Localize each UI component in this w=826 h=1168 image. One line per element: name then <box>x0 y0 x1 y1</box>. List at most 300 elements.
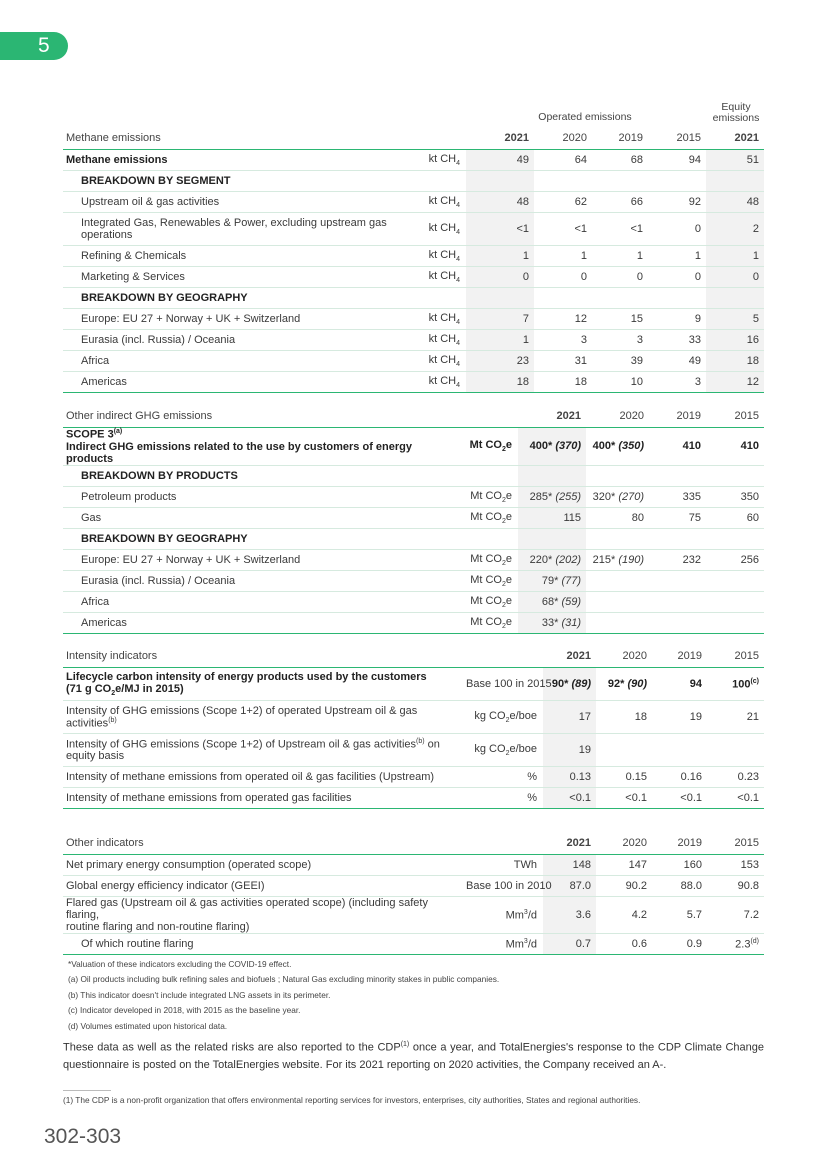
empty-cell <box>586 465 649 486</box>
table-row <box>63 612 764 633</box>
value-cell <box>543 767 596 788</box>
value-cell <box>466 372 534 393</box>
label-text: Net primary energy consumption (operated scope) <box>66 859 312 871</box>
unit-cell <box>413 351 466 372</box>
table-row <box>63 486 764 507</box>
table-row <box>63 734 764 767</box>
value-cell <box>466 267 534 288</box>
year-header: 2020 <box>534 127 592 150</box>
value: 3 <box>580 334 587 346</box>
footnote-ref: (a) <box>113 428 123 435</box>
empty-cell <box>649 528 706 549</box>
value-covid-excluded: 92* <box>607 678 628 690</box>
unit-text: kg CO <box>474 709 506 722</box>
table-row <box>63 213 764 246</box>
value-cell <box>592 213 648 246</box>
value: 3.6 <box>575 909 591 921</box>
value: 18 <box>574 376 587 388</box>
unit-text: Mm <box>505 909 524 922</box>
unit-suffix: e/boe <box>509 709 537 722</box>
value-cell <box>534 351 592 372</box>
label-text: Methane emissions <box>66 154 168 166</box>
value: 75 <box>688 511 701 524</box>
value-cell <box>652 934 707 955</box>
unit-subscript: 4 <box>456 319 460 327</box>
unit-text: kg CO <box>474 742 506 755</box>
label-text: Eurasia (incl. Russia) / Oceania <box>81 334 236 346</box>
value-cell <box>596 876 652 897</box>
note-b: (b) This indicator doesn't include integrated LNG assets in its perimeter. <box>68 989 331 1000</box>
unit-subscript: 2 <box>501 580 506 588</box>
value-cell <box>648 351 706 372</box>
year-header: 2021 <box>543 832 596 855</box>
value-cell <box>518 507 586 528</box>
label-text: Global energy efficiency indicator (GEEI) <box>66 880 265 892</box>
label-text: BREAKDOWN BY GEOGRAPHY <box>81 532 248 545</box>
value: 66 <box>630 196 643 208</box>
table-row <box>63 570 764 591</box>
unit-subscript: 2 <box>501 496 506 504</box>
empty-cell <box>592 288 648 309</box>
unit-text: kt CH <box>428 194 457 207</box>
value: 0 <box>580 271 587 283</box>
value: 1 <box>522 250 529 262</box>
empty-cell <box>466 171 534 192</box>
value: 0 <box>522 271 529 283</box>
value: 153 <box>740 859 759 871</box>
value-cell <box>706 309 764 330</box>
value-cell <box>592 351 648 372</box>
unit-text: TWh <box>513 859 537 871</box>
unit-cell <box>463 507 518 528</box>
empty-cell <box>706 528 764 549</box>
value: 115 <box>563 511 581 524</box>
section-heading <box>63 465 463 486</box>
value-cell <box>592 372 648 393</box>
row-label <box>63 570 463 591</box>
table-row <box>63 330 764 351</box>
value: 3 <box>694 376 701 388</box>
row-label <box>63 855 463 876</box>
value-cell <box>707 897 764 934</box>
methane-emissions-table <box>63 127 764 393</box>
row-label <box>63 246 413 267</box>
value: 48 <box>516 196 529 208</box>
year-header: 2021 <box>518 405 586 428</box>
row-label <box>63 351 413 372</box>
value: 33 <box>688 334 701 346</box>
year-header: 2015 <box>648 127 706 150</box>
value-cell <box>586 428 649 466</box>
year-header: 2019 <box>652 645 707 668</box>
unit-text: Mt CO <box>470 615 502 628</box>
unit-text: Mm <box>505 938 524 951</box>
label-text: e/MJ in 2015) <box>115 682 184 695</box>
year-header: 2019 <box>649 405 706 428</box>
empty-cell <box>518 528 586 549</box>
value: 21 <box>746 711 759 723</box>
unit-cell <box>463 570 518 591</box>
unit-cell <box>413 213 466 246</box>
value: 410 <box>682 440 701 453</box>
value-reported: (31) <box>561 616 581 629</box>
value-cell <box>706 267 764 288</box>
value-footnote-ref: (c) <box>750 677 759 685</box>
label-text: activities <box>66 717 109 730</box>
value-cell <box>586 612 649 633</box>
unit-cell <box>413 309 466 330</box>
value: 2.3 <box>735 938 751 951</box>
section-heading <box>63 171 413 192</box>
value: 2 <box>752 223 759 235</box>
label-text: Americas <box>81 616 127 629</box>
unit-suffix: e <box>505 489 512 502</box>
value-cell <box>466 213 534 246</box>
value: 90.2 <box>625 880 647 892</box>
value-reported: (370) <box>555 440 581 453</box>
label-text: Upstream oil & gas activities <box>81 196 220 208</box>
unit-cell <box>463 788 543 809</box>
value-covid-excluded: 33* <box>541 616 562 629</box>
empty-cell <box>592 171 648 192</box>
unit-cell <box>463 897 543 934</box>
value-cell <box>466 309 534 330</box>
value: 5 <box>752 313 759 325</box>
empty-cell <box>534 171 592 192</box>
value-covid-excluded: 68* <box>541 595 562 608</box>
table-row <box>63 246 764 267</box>
row-label <box>63 267 413 288</box>
unit-text: kt CH <box>428 248 457 261</box>
footnote-divider <box>63 1090 111 1091</box>
value: 94 <box>688 154 701 166</box>
unit-text: Mt CO <box>470 510 502 523</box>
row-label <box>63 150 413 171</box>
value: 16 <box>746 334 759 346</box>
value-cell <box>707 767 764 788</box>
header-spacer <box>413 127 466 150</box>
value-reported: (89) <box>571 678 591 690</box>
equity-emissions-caption: Equity emissions <box>712 101 760 124</box>
row-label <box>63 897 463 934</box>
value: 1 <box>636 250 643 262</box>
table-row <box>63 591 764 612</box>
value-cell <box>586 591 649 612</box>
value-cell <box>592 267 648 288</box>
label-text: Intensity of GHG emissions (Scope 1+2) of operated Upstream oil & gas <box>66 704 418 717</box>
value-cell <box>596 897 652 934</box>
value-cell <box>518 570 586 591</box>
unit-text: kt CH <box>428 152 457 165</box>
year-header: 2021 <box>706 127 764 150</box>
unit-cell <box>463 767 543 788</box>
value: 80 <box>631 511 644 524</box>
value-cell <box>706 330 764 351</box>
value: 19 <box>689 711 702 723</box>
year-header: 2021 <box>543 645 596 668</box>
row-label <box>63 309 413 330</box>
table-row <box>63 288 764 309</box>
value: 68 <box>630 154 643 166</box>
value-cell <box>586 549 649 570</box>
unit-text: % <box>527 792 537 804</box>
unit-cell <box>463 486 518 507</box>
value-cell <box>592 330 648 351</box>
unit-cell <box>413 372 466 393</box>
year-header: 2020 <box>596 832 652 855</box>
value: 87.0 <box>569 880 591 892</box>
value-cell <box>707 788 764 809</box>
unit-subscript: 4 <box>456 160 460 168</box>
section-row <box>63 528 764 549</box>
value: 3 <box>636 334 643 346</box>
unit-subscript: 4 <box>456 229 460 237</box>
value-reported: (202) <box>555 553 581 566</box>
unit-subscript: 2 <box>505 717 510 725</box>
table-row <box>63 171 764 192</box>
label-text: BREAKDOWN BY PRODUCTS <box>81 469 238 482</box>
value-cell <box>592 150 648 171</box>
year-header: 2015 <box>707 645 764 668</box>
value: 60 <box>746 511 759 524</box>
value-cell <box>466 150 534 171</box>
row-label <box>63 934 463 955</box>
value: 18 <box>746 355 759 367</box>
value-cell <box>707 934 764 955</box>
unit-cell <box>413 330 466 351</box>
value-cell <box>543 734 596 767</box>
value-reported: (59) <box>561 595 581 608</box>
value-cell <box>652 855 707 876</box>
value: 0.23 <box>737 771 759 783</box>
label-text: BREAKDOWN BY GEOGRAPHY <box>81 292 248 304</box>
label-text: Gas <box>81 511 102 524</box>
table-row <box>63 855 764 876</box>
value: 4.2 <box>631 909 647 921</box>
value-cell <box>596 668 652 701</box>
section-heading <box>63 528 463 549</box>
value-cell <box>518 486 586 507</box>
year-header: 2015 <box>707 832 764 855</box>
operated-emissions-caption: Operated emissions <box>538 111 632 123</box>
value: 12 <box>746 376 759 388</box>
value: 1 <box>694 250 701 262</box>
value-cell <box>706 570 764 591</box>
value-cell <box>596 734 652 767</box>
value-reported: (77) <box>561 574 581 587</box>
value: 88.0 <box>680 880 702 892</box>
value: 64 <box>574 154 587 166</box>
value-reported: (255) <box>555 490 581 503</box>
value-cell <box>648 330 706 351</box>
value-cell <box>652 668 707 701</box>
value-cell <box>592 246 648 267</box>
value-cell <box>706 591 764 612</box>
empty-cell <box>706 288 764 309</box>
value-cell <box>518 549 586 570</box>
note-d: (d) Volumes estimated upon historical data. <box>68 1020 228 1031</box>
value-cell <box>648 267 706 288</box>
value-cell <box>707 734 764 767</box>
empty-cell <box>466 288 534 309</box>
unit-subscript: 2 <box>501 446 506 454</box>
value: 18 <box>634 711 647 723</box>
value-cell <box>648 246 706 267</box>
unit-cell <box>463 701 543 734</box>
value-cell <box>707 668 764 701</box>
value-cell <box>706 372 764 393</box>
value: 49 <box>516 154 529 166</box>
value-cell <box>586 507 649 528</box>
label-text: Refining & Chemicals <box>81 250 187 262</box>
value-cell <box>543 668 596 701</box>
table-row <box>63 934 764 955</box>
value-cell <box>707 855 764 876</box>
unit-text: % <box>527 771 537 783</box>
empty-cell <box>706 171 764 192</box>
value: 51 <box>746 154 759 166</box>
unit-subscript: 4 <box>456 277 460 285</box>
value-cell <box>518 591 586 612</box>
value-cell <box>586 486 649 507</box>
value-cell <box>648 309 706 330</box>
label-text: Lifecycle carbon intensity of energy products used by the customers <box>66 670 427 683</box>
label-text: BREAKDOWN BY SEGMENT <box>81 175 231 187</box>
row-label <box>63 701 463 734</box>
value-cell <box>534 330 592 351</box>
value-covid-excluded: 79* <box>541 574 562 587</box>
table-row <box>63 192 764 213</box>
row-label <box>63 330 413 351</box>
empty-cell <box>463 528 518 549</box>
label-text: equity basis <box>66 750 125 763</box>
value-cell <box>466 246 534 267</box>
label-text: Integrated Gas, Renewables & Power, excluding upstream gas <box>81 217 387 229</box>
note-c: (c) Indicator developed in 2018, with 2015 as the baseline year. <box>68 1005 301 1016</box>
row-label <box>63 192 413 213</box>
unit-text: Base 100 in 2015 <box>466 678 552 690</box>
row-label <box>63 213 413 246</box>
row-label <box>63 612 463 633</box>
unit-cell <box>463 734 543 767</box>
value-covid-excluded: 400* <box>529 440 556 453</box>
value-cell <box>706 192 764 213</box>
label-text: Europe: EU 27 + Norway + UK + Switzerland <box>81 313 301 325</box>
value: 256 <box>740 553 759 566</box>
unit-text: Mt CO <box>470 573 502 586</box>
value: 49 <box>688 355 701 367</box>
cdp-paragraph-part1: These data as well as the related risks are also reported to the CDP <box>63 1041 401 1054</box>
row-label <box>63 372 413 393</box>
page-footer-range: 302-303 <box>44 1125 122 1148</box>
unit-suffix: e/boe <box>509 742 537 755</box>
value: 39 <box>630 355 643 367</box>
value-cell <box>706 246 764 267</box>
unit-text: Base 100 in 2010 <box>466 880 552 892</box>
unit-text: kt CH <box>428 332 457 345</box>
value: 62 <box>574 196 587 208</box>
empty-cell <box>706 465 764 486</box>
value-cell <box>534 309 592 330</box>
value-reported: (350) <box>618 440 644 453</box>
value: 148 <box>572 859 591 871</box>
empty-cell <box>413 171 466 192</box>
value: 10 <box>630 376 643 388</box>
label-text: Petroleum products <box>81 490 177 503</box>
table-row <box>63 767 764 788</box>
value: 94 <box>689 678 702 690</box>
value-cell <box>534 372 592 393</box>
unit-text: kt CH <box>428 311 457 324</box>
value-cell <box>543 788 596 809</box>
label-text: routine flaring and non-routine flaring) <box>66 921 250 933</box>
value: <0.1 <box>569 792 591 804</box>
value-cell <box>592 309 648 330</box>
value-cell <box>534 246 592 267</box>
value-cell <box>706 612 764 633</box>
unit-text: Mt CO <box>469 439 502 452</box>
value-cell <box>534 192 592 213</box>
label-text: Americas <box>81 376 127 388</box>
value-reported: (190) <box>618 553 644 566</box>
value: 232 <box>682 553 701 566</box>
empty-cell <box>413 288 466 309</box>
note-a: (a) Oil products including bulk refining sales and biofuels ; Natural Gas excluding minority stakes in public companies. <box>68 974 500 985</box>
value: <0.1 <box>737 792 759 804</box>
value: 0.13 <box>569 771 591 783</box>
label-text: Intensity of methane emissions from operated oil & gas facilities (Upstream) <box>66 771 435 783</box>
value-cell <box>652 876 707 897</box>
row-label <box>63 734 463 767</box>
value-covid-excluded: 220* <box>529 553 556 566</box>
section-heading <box>63 288 413 309</box>
label-text: Intensity of methane emissions from operated gas facilities <box>66 792 352 804</box>
table-row <box>63 897 764 934</box>
unit-subscript: 2 <box>505 750 510 758</box>
value-cell <box>592 192 648 213</box>
value-cell <box>596 934 652 955</box>
unit-text: kt CH <box>428 221 457 234</box>
label-text: Europe: EU 27 + Norway + UK + Switzerland <box>81 553 301 566</box>
unit-cell <box>463 934 543 955</box>
year-header: 2020 <box>586 405 649 428</box>
value: 90.8 <box>737 880 759 892</box>
unit-text: kt CH <box>428 374 457 387</box>
unit-cell <box>463 549 518 570</box>
value: <1 <box>574 223 587 235</box>
value-cell <box>648 150 706 171</box>
label-text: Intensity of GHG emissions (Scope 1+2) of Upstream oil & gas activities <box>66 738 417 751</box>
value-cell <box>648 372 706 393</box>
value: 23 <box>516 355 529 367</box>
empty-cell <box>586 528 649 549</box>
value-cell <box>543 934 596 955</box>
label-text: SCOPE 3 <box>66 428 114 441</box>
value-cell <box>706 351 764 372</box>
value: 12 <box>574 313 587 325</box>
unit-cell <box>463 612 518 633</box>
unit-text: Mt CO <box>470 552 502 565</box>
row-label <box>63 876 463 897</box>
value: <0.1 <box>680 792 702 804</box>
year-header: 2021 <box>466 127 534 150</box>
table-row <box>63 876 764 897</box>
value-cell <box>649 591 706 612</box>
table-row <box>63 150 764 171</box>
unit-subscript: 4 <box>456 340 460 348</box>
unit-suffix: /d <box>527 909 537 922</box>
value: <1 <box>630 223 643 235</box>
